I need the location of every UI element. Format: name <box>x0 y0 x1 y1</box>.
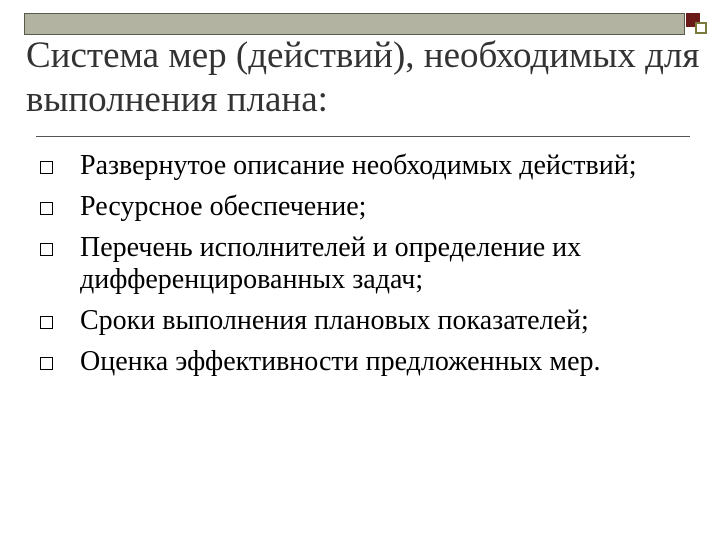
bullet-item <box>40 305 700 337</box>
olive-square-icon <box>695 22 707 34</box>
bullet-text: Перечень исполнителей и определение их дифференцированных задач; <box>80 232 582 295</box>
bullet-text: Сроки выполнения плановых показателей; <box>80 305 589 336</box>
hollow-square-icon <box>40 243 53 256</box>
bullet-item <box>40 346 700 378</box>
hollow-square-icon <box>40 161 53 174</box>
bullet-item <box>40 232 700 296</box>
slide-title: Система мер (действий), необходимых для выполнения плана: <box>26 35 700 120</box>
bullet-text: Оценка эффективности предложенных мер. <box>80 346 601 377</box>
bullet-text: Ресурсное обеспечение; <box>80 191 367 222</box>
hollow-square-icon <box>40 357 53 370</box>
header-bar <box>24 13 685 35</box>
title-divider <box>36 136 690 137</box>
bullet-text: Развернутое описание необходимых действий; <box>80 150 637 181</box>
bullet-item <box>40 150 700 182</box>
bullet-list <box>40 150 700 387</box>
hollow-square-icon <box>40 202 53 215</box>
bullet-item <box>40 191 700 223</box>
hollow-square-icon <box>40 316 53 329</box>
